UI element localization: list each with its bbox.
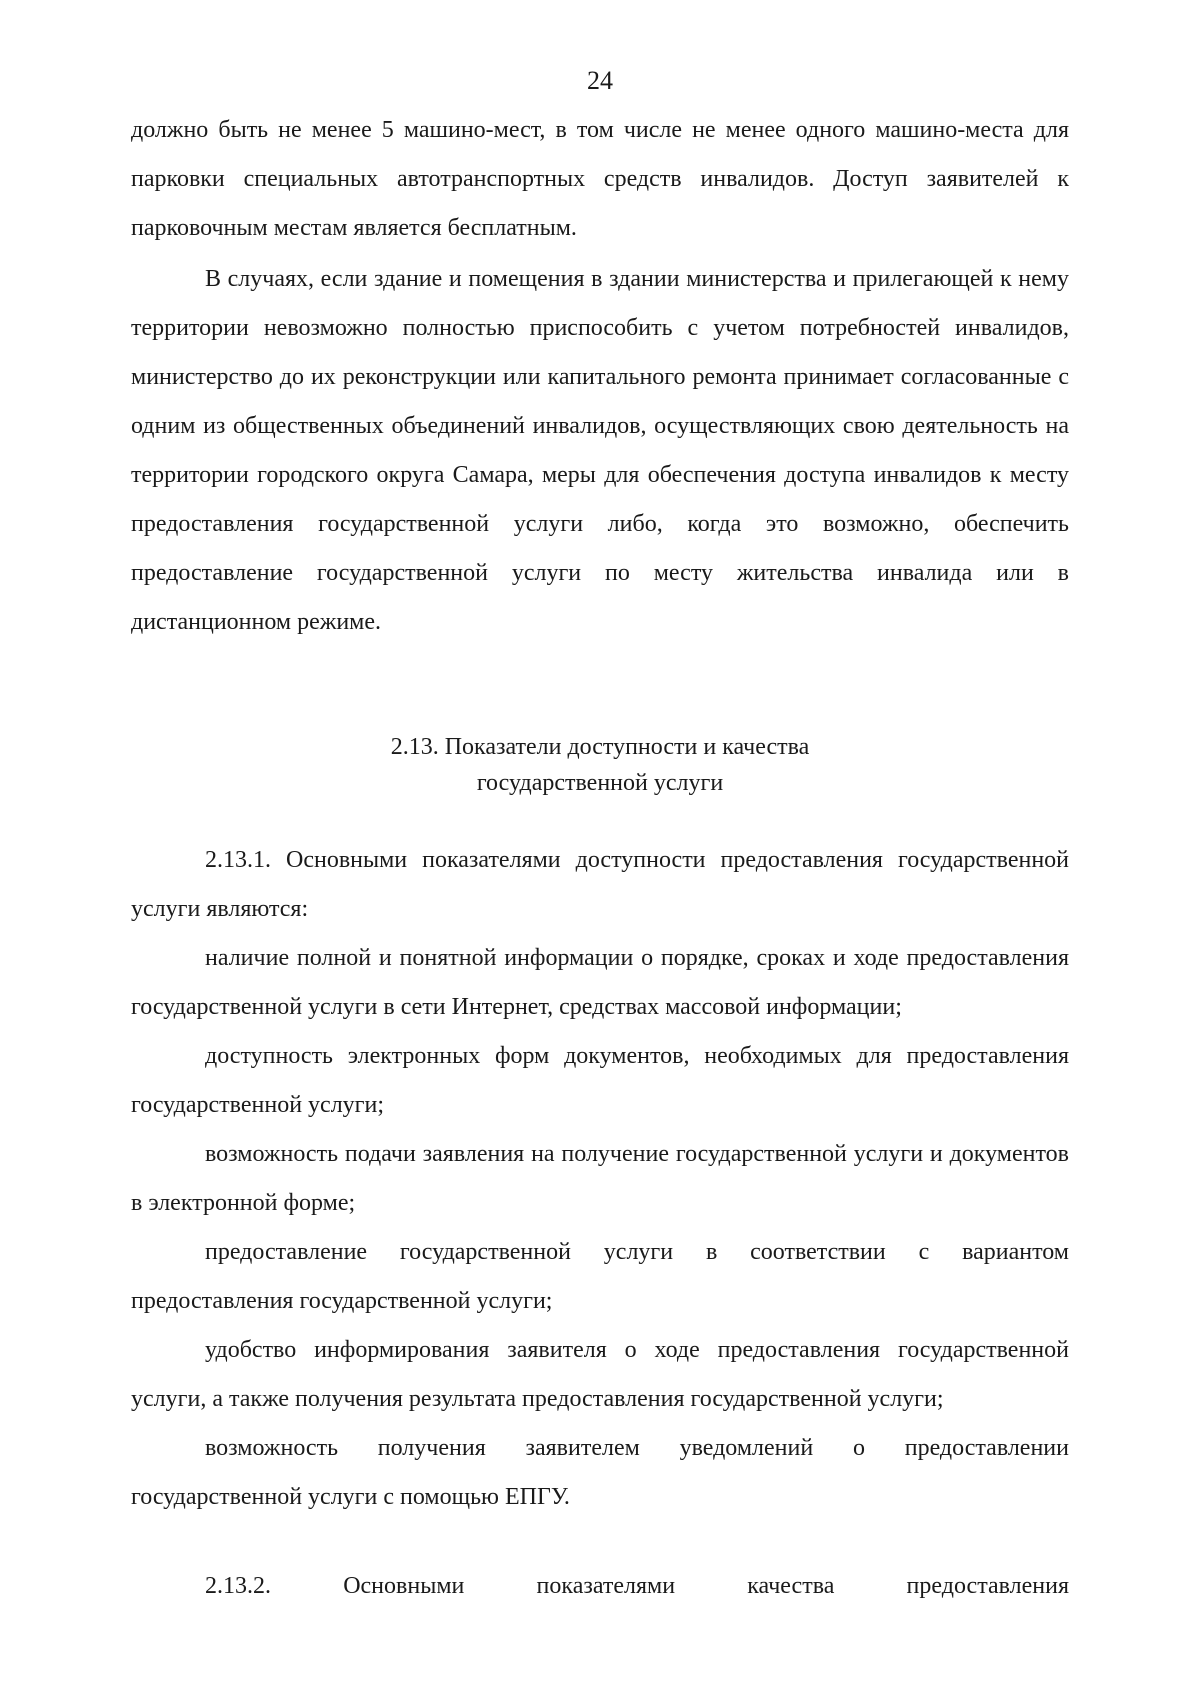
list-item: возможность подачи заявления на получение государственной услуги и документов в электронной форме; bbox=[131, 1141, 1069, 1216]
page-number: 24 bbox=[587, 66, 613, 95]
section-heading-line-1: 2.13. Показатели доступности и качества bbox=[390, 734, 810, 760]
section-heading-line-2: государственной услуги bbox=[476, 770, 724, 796]
paragraph-parking bbox=[131, 106, 1069, 253]
list-item: предоставление государственной услуги в соответствии с вариантом предоставления государственной услуги; bbox=[131, 1239, 1069, 1314]
paragraph-accessibility-measures bbox=[131, 255, 1069, 647]
list-item: доступность электронных форм документов, необходимых для предоставления государственной услуги; bbox=[131, 1043, 1069, 1118]
clause-2-13-2: 2.13.2. Основными показателями качества предоставления bbox=[205, 1573, 1069, 1599]
list-item: возможность получения заявителем уведомлений о предоставлении государственной услуги с помощью ЕПГУ. bbox=[131, 1435, 1069, 1510]
section-body bbox=[131, 836, 1069, 1522]
clause-2-13-1: 2.13.1. Основными показателями доступности предоставления государственной услуги являются: bbox=[131, 847, 1069, 922]
paragraph-text: В случаях, если здание и помещения в здании министерства и прилегающей к нему территории невозможно полностью приспособить с учетом потребностей инвалидов, министерство до их реконструкции или капитального ремонта принимает согласованные с одним из общественных объединений инвалидов, осуществляющих свою деятельность на территории городского округа Самара, меры для обеспечения доступа инвалидов к месту предоставления государственной услуги либо, когда это возможно, обеспечить предоставление государственной услуги по месту жительства инвалида или в дистанционном режиме. bbox=[131, 266, 1069, 635]
list-item: удобство информирования заявителя о ходе предоставления государственной услуги, а также получения результата предоставления государственной услуги; bbox=[131, 1337, 1069, 1412]
section-heading bbox=[0, 729, 1200, 801]
list-item: наличие полной и понятной информации о порядке, сроках и ходе предоставления государственной услуги в сети Интернет, средствах массовой информации; bbox=[131, 945, 1069, 1020]
paragraph-text: должно быть не менее 5 машино-мест, в том числе не менее одного машино-места для парковки специальных автотранспортных средств инвалидов. Доступ заявителей к парковочным местам является бесплатным. bbox=[131, 117, 1069, 241]
